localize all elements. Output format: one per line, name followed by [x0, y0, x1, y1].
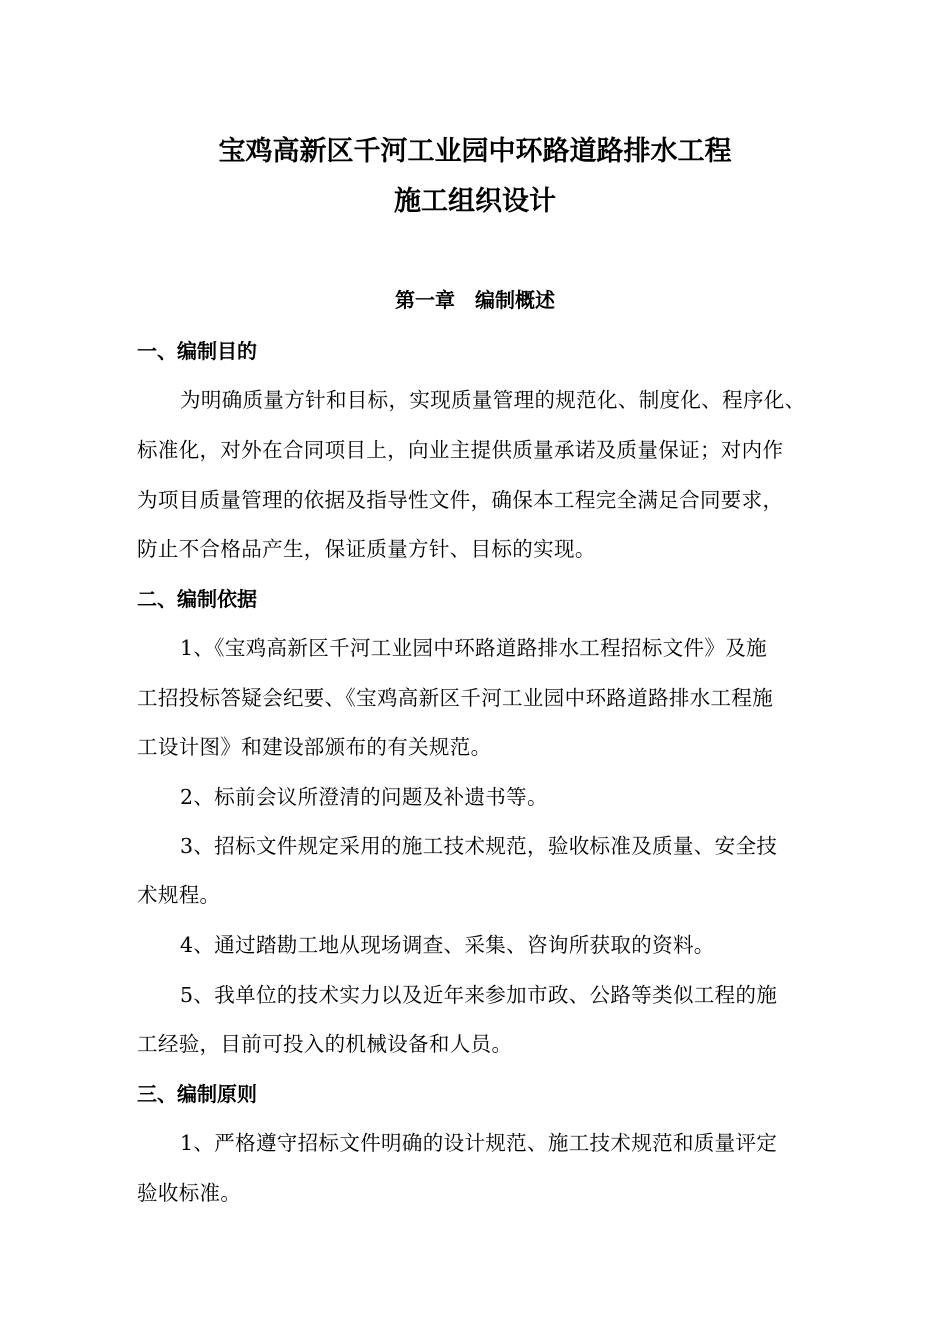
section-heading-basis: 二、编制依据 — [137, 587, 257, 611]
paragraph-line: 工经验，目前可投入的机械设备和人员。 — [137, 1032, 513, 1056]
paragraph-line: 为明确质量方针和目标，实现质量管理的规范化、制度化、程序化、 — [180, 388, 806, 412]
paragraph-line: 为项目质量管理的依据及指导性文件，确保本工程完全满足合同要求， — [137, 488, 784, 512]
paragraph-line: 1、严格遵守招标文件明确的设计规范、施工技术规范和质量评定 — [180, 1131, 778, 1155]
paragraph-line: 2、标前会议所澄清的问题及补遗书等。 — [180, 785, 548, 809]
paragraph-line: 5、我单位的技术实力以及近年来参加市政、公路等类似工程的施 — [180, 983, 778, 1007]
section-heading-principles: 三、编制原则 — [137, 1082, 257, 1106]
paragraph-line: 工设计图》和建设部颁布的有关规范。 — [137, 735, 492, 759]
document-title-line-1: 宝鸡高新区千河工业园中环路道路排水工程 — [218, 136, 732, 167]
paragraph-line: 验收标准。 — [137, 1181, 242, 1205]
paragraph-line: 工招投标答疑会纪要、《宝鸡高新区千河工业园中环路道路排水工程施 — [137, 686, 774, 710]
paragraph-line: 术规程。 — [137, 883, 221, 907]
document-title-line-2: 施工组织设计 — [394, 186, 556, 217]
section-heading-purpose: 一、编制目的 — [137, 339, 257, 363]
paragraph-line: 1、《宝鸡高新区千河工业园中环路道路排水工程招标文件》及施 — [180, 636, 767, 660]
paragraph-line: 防止不合格品产生，保证质量方针、目标的实现。 — [137, 537, 596, 561]
chapter-title: 第一章 编制概述 — [395, 288, 555, 312]
paragraph-line: 3、招标文件规定采用的施工技术规范，验收标准及质量、安全技 — [180, 834, 778, 858]
paragraph-line: 4、通过踏勘工地从现场调查、采集、咨询所获取的资料。 — [180, 933, 715, 957]
paragraph-line: 标准化，对外在合同项目上，向业主提供质量承诺及质量保证；对内作 — [137, 438, 784, 462]
